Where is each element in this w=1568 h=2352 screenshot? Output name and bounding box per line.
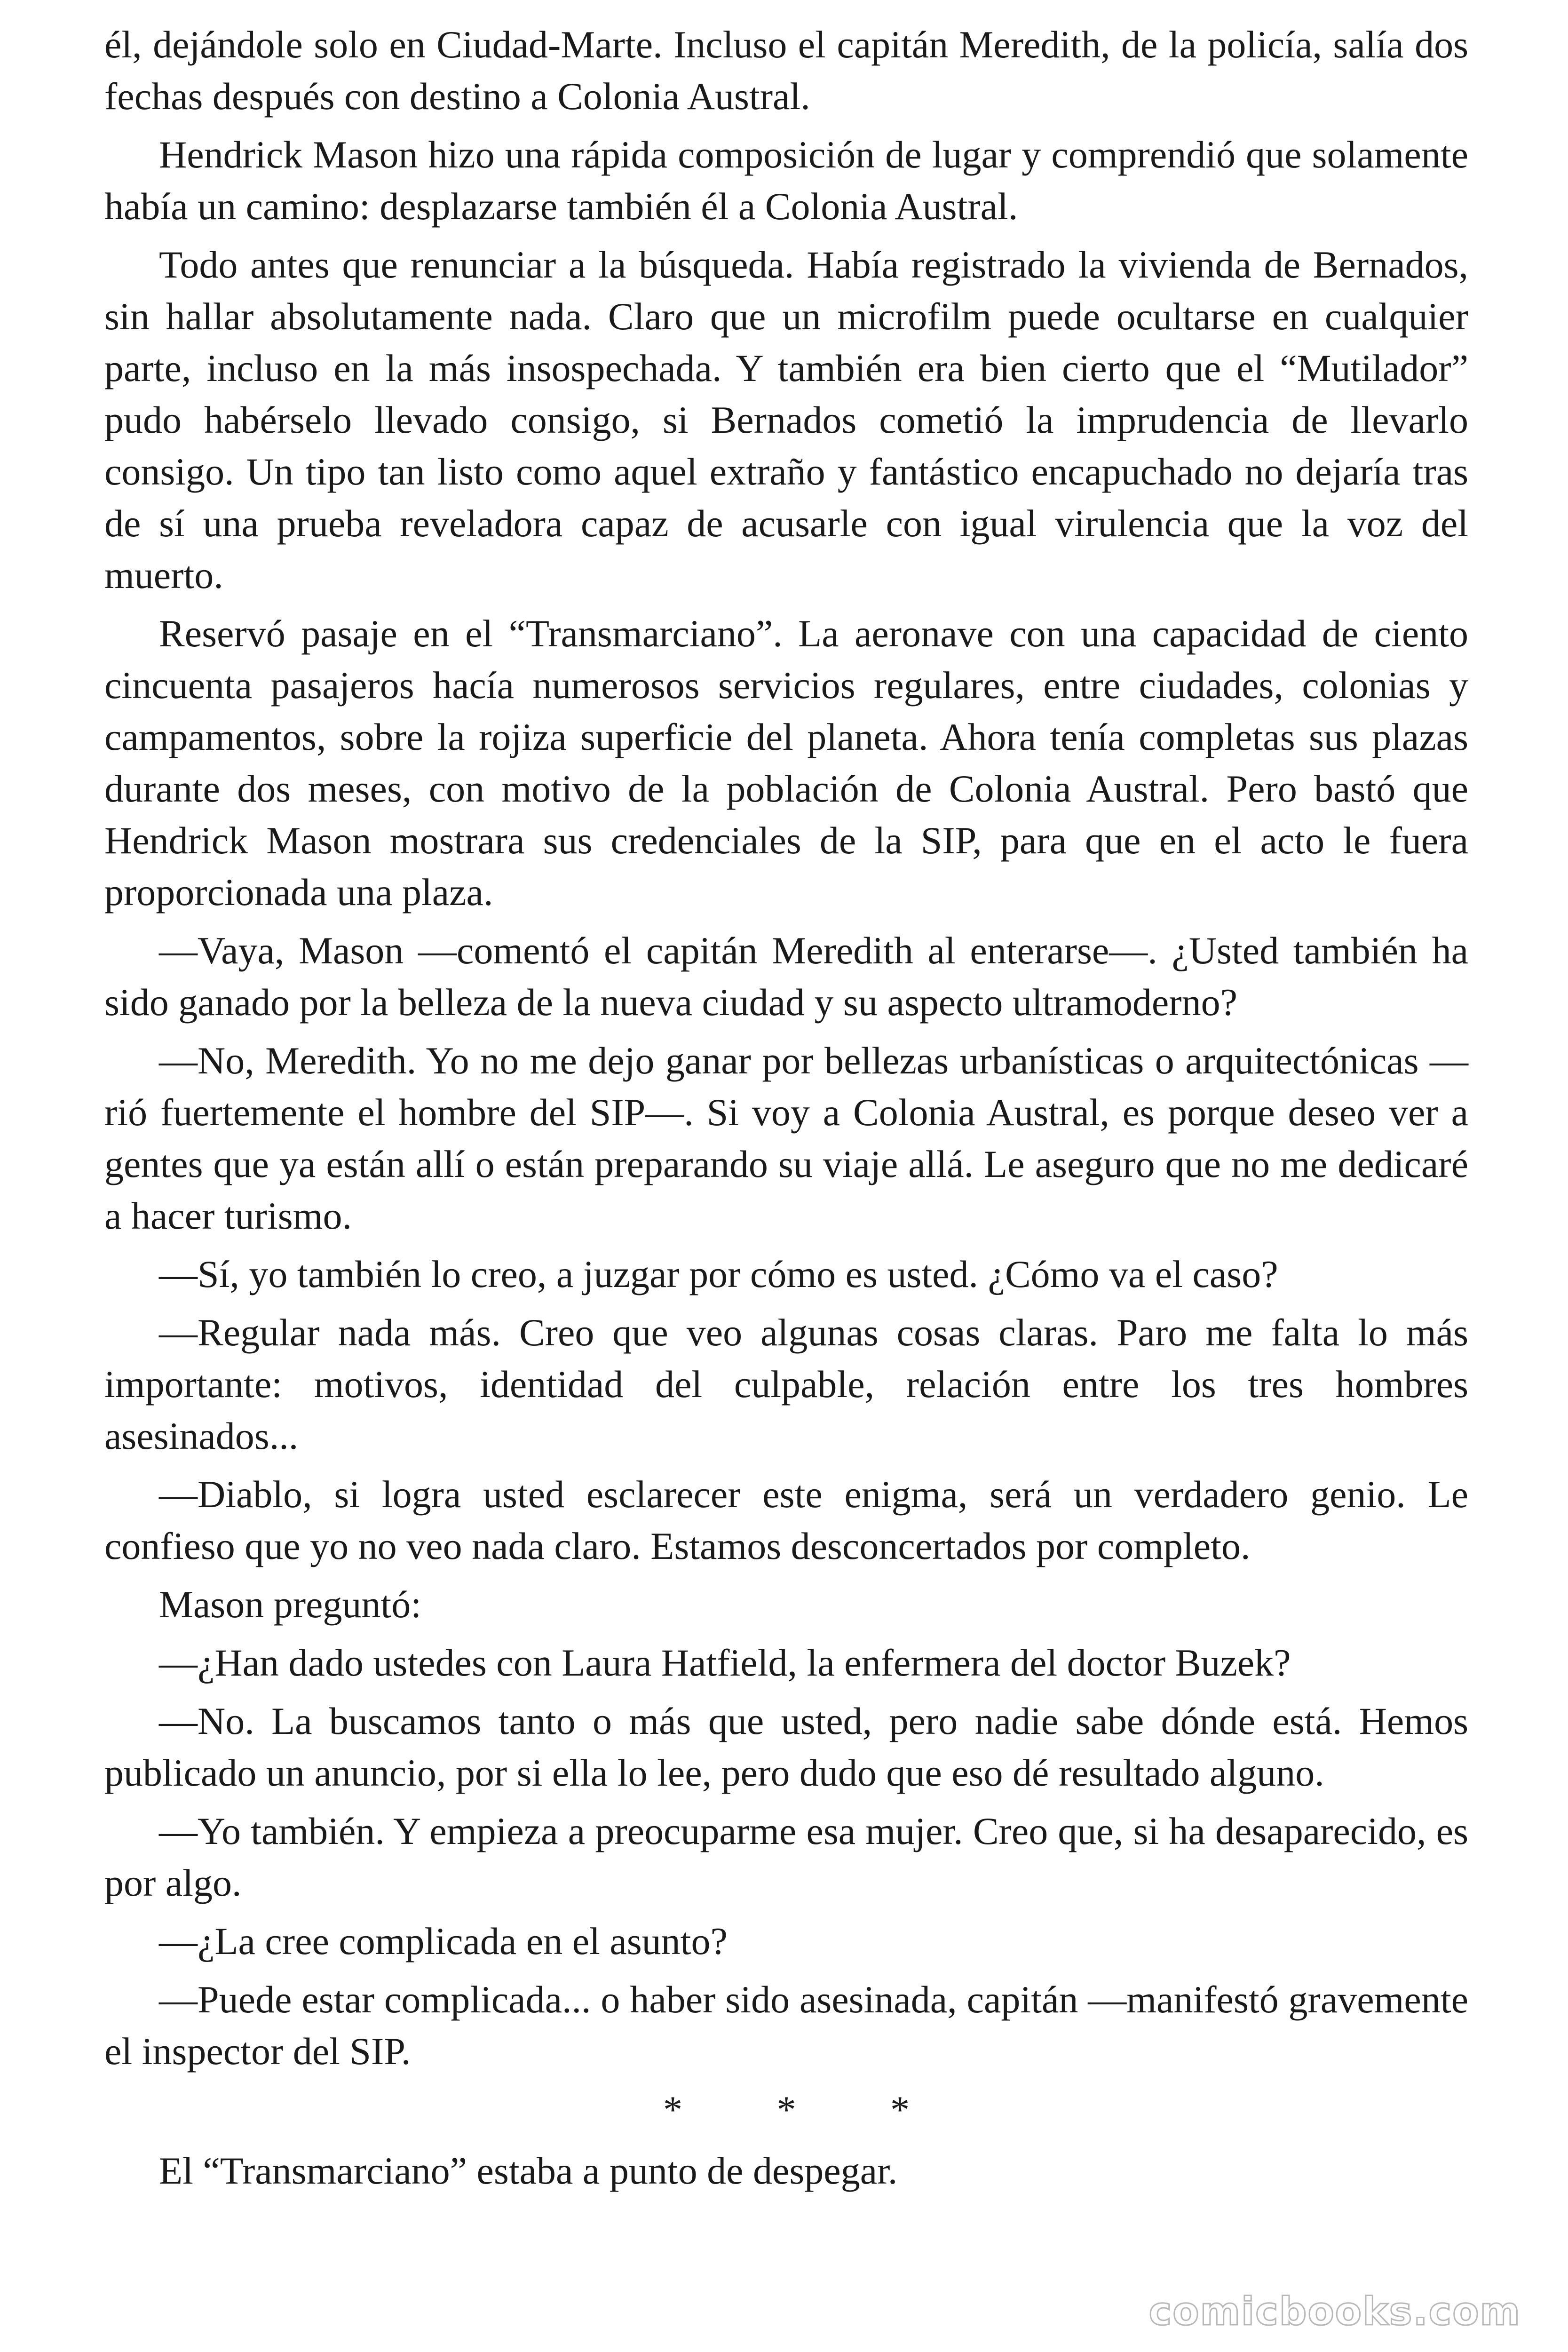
dialogue-paragraph: —¿La cree complicada en el asunto? — [159, 1920, 728, 1963]
dialogue-paragraph: —No. La buscamos tanto o más que usted, pero nadie sabe dónde está. Hemos publicado un anuncio, por si ella lo lee, pero dudo que eso dé resultado alguno. — [104, 1700, 1468, 1794]
final-paragraph: El “Transmarciano” estaba a punto de despegar. — [159, 2149, 898, 2192]
dialogue-paragraph: —No, Meredith. Yo no me dejo ganar por bellezas urbanísticas o arquitectónicas —rió fuertemente el hombre del SIP—. Si voy a Colonia Austral, es porque deseo ver a gentes que ya están allí o están preparando su viaje allá. Le aseguro que no me dedicaré a hacer turismo. — [104, 1039, 1468, 1237]
dialogue-paragraph: —Puede estar complicada... o haber sido asesinada, capitán —manifestó gravemente el inspector del SIP. — [104, 1978, 1468, 2073]
watermark-logo: comicbooks.com — [1148, 2289, 1521, 2334]
dialogue-paragraph: —Yo también. Y empieza a preocuparme esa mujer. Creo que, si ha desaparecido, es por algo. — [104, 1810, 1468, 1904]
dialogue-paragraph: —Vaya, Mason —comentó el capitán Meredith al enterarse—. ¿Usted también ha sido ganado por la belleza de la nueva ciudad y su aspecto ultramoderno? — [104, 929, 1468, 1024]
page-body — [104, 19, 1468, 2203]
paragraph-continuation: él, dejándole solo en Ciudad-Marte. Incluso el capitán Meredith, de la policía, salía dos fechas después con destino a Colonia Austral. — [104, 23, 1468, 118]
dialogue-paragraph: —Regular nada más. Creo que veo algunas cosas claras. Paro me falta lo más importante: motivos, identidad del culpable, relación entre los tres hombres asesinados... — [104, 1311, 1468, 1457]
dialogue-paragraph: —Diablo, si logra usted esclarecer este enigma, será un verdadero genio. Le confieso que yo no veo nada claro. Estamos desconcertados por completo. — [104, 1473, 1468, 1567]
dialogue-paragraph: —¿Han dado ustedes con Laura Hatfield, la enfermera del doctor Buzek? — [159, 1641, 1291, 1684]
paragraph: Todo antes que renunciar a la búsqueda. Había registrado la vivienda de Bernados, sin hallar absolutamente nada. Claro que un microfilm puede ocultarse en cualquier parte, incluso en la más insospechada. Y también era bien cierto que el “Mutilador” pudo habérselo llevado consigo, si Bernados cometió la imprudencia de llevarlo consigo. Un tipo tan listo como aquel extraño y fantástico encapuchado no dejaría tras de sí una prueba reveladora capaz de acusarle con igual virulencia que la voz del muerto. — [104, 243, 1468, 596]
paragraph: Hendrick Mason hizo una rápida composición de lugar y comprendió que solamente había un camino: desplazarse también él a Colonia Austral. — [104, 133, 1468, 228]
section-separator: * * * — [663, 2088, 952, 2131]
paragraph: Reservó pasaje en el “Transmarciano”. La aeronave con una capacidad de ciento cincuenta pasajeros hacía numerosos servicios regulares, entre ciudades, colonias y campamentos, sobre la rojiza superficie del planeta. Ahora tenía completas sus plazas durante dos meses, con motivo de la población de Colonia Austral. Pero bastó que Hendrick Mason mostrara sus credenciales de la SIP, para que en el acto le fuera proporcionada una plaza. — [104, 612, 1468, 914]
paragraph: Mason preguntó: — [159, 1583, 421, 1626]
dialogue-paragraph: —Sí, yo también lo creo, a juzgar por cómo es usted. ¿Cómo va el caso? — [159, 1253, 1278, 1295]
